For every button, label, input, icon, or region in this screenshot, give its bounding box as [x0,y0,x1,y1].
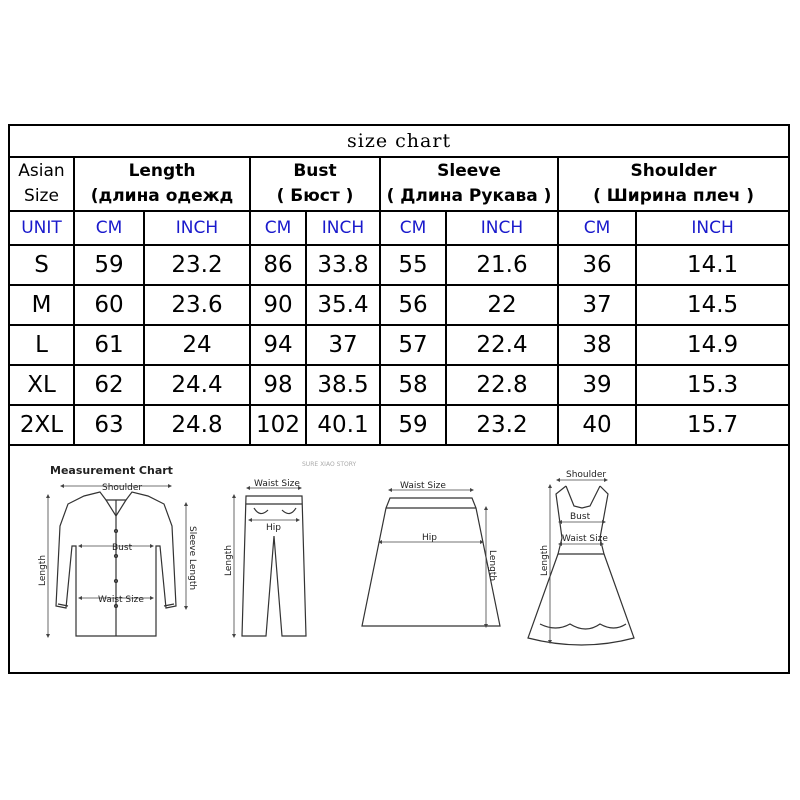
shirt-bust-label: Bust [112,543,133,553]
value-cell: 23.2 [446,405,558,445]
value-cell: 21.6 [446,245,558,285]
value-cell: 55 [380,245,446,285]
value-cell: 98 [250,365,306,405]
skirt-icon [362,498,500,626]
size-table [10,126,788,446]
value-cell: 60 [74,285,144,325]
dress-waist-label: Waist Size [562,534,608,544]
value-cell: 35.4 [306,285,380,325]
value-cell: 39 [558,365,636,405]
length-header-sub: (длина одежд [90,186,234,206]
measurement-chart [10,446,788,672]
table-row [10,245,788,285]
size-cell: M [10,285,74,325]
value-cell: 61 [74,325,144,365]
dress-shoulder-label: Shoulder [566,470,607,480]
shirt-sleeve-label: Sleeve Length [187,526,197,591]
table-row [10,405,788,445]
watermark-text: SURE XIAO STORY [302,461,357,468]
unit-cell: INCH [446,211,558,245]
length-header [74,157,250,211]
value-cell: 15.7 [636,405,788,445]
unit-row [10,211,788,245]
shirt-icon [56,492,176,636]
size-cell: S [10,245,74,285]
value-cell: 37 [306,325,380,365]
value-cell: 23.6 [144,285,250,325]
measurement-chart-title: Measurement Chart [50,464,173,477]
unit-cell: CM [380,211,446,245]
table-row [10,285,788,325]
value-cell: 24.8 [144,405,250,445]
skirt-waist-label: Waist Size [400,481,446,491]
pants-icon [242,496,306,636]
measurement-illustrations [10,446,788,672]
value-cell: 56 [380,285,446,325]
value-cell: 38.5 [306,365,380,405]
unit-cell: INCH [636,211,788,245]
unit-cell: CM [74,211,144,245]
shirt-length-label: Length [38,554,48,586]
value-cell: 33.8 [306,245,380,285]
value-cell: 63 [74,405,144,445]
value-cell: 86 [250,245,306,285]
value-cell: 94 [250,325,306,365]
value-cell: 102 [250,405,306,445]
sleeve-header [380,157,558,211]
asian-size-header [10,157,74,211]
sleeve-header-sub: ( Длина Рукава ) [386,186,552,206]
length-header-name: Length [128,161,196,181]
pants-hip-label: Hip [266,523,281,533]
value-cell: 22.4 [446,325,558,365]
dress-bust-label: Bust [570,512,591,522]
pants-waist-label: Waist Size [254,479,300,489]
value-cell: 90 [250,285,306,325]
asian-label: Asian [18,161,65,181]
bust-header [250,157,380,211]
shoulder-header-sub: ( Ширина плеч ) [593,186,755,206]
size-cell: 2XL [10,405,74,445]
unit-cell: CM [558,211,636,245]
skirt-hip-label: Hip [422,533,437,543]
value-cell: 14.9 [636,325,788,365]
shoulder-header [558,157,788,211]
value-cell: 59 [380,405,446,445]
bust-header-name: Bust [293,161,337,181]
value-cell: 24 [144,325,250,365]
table-title: size chart [10,126,788,157]
value-cell: 57 [380,325,446,365]
dress-length-label: Length [540,544,550,576]
value-cell: 22 [446,285,558,325]
pants-length-label: Length [224,544,234,576]
value-cell: 62 [74,365,144,405]
value-cell: 38 [558,325,636,365]
value-cell: 40 [558,405,636,445]
shoulder-header-name: Shoulder [630,161,717,181]
unit-cell: INCH [306,211,380,245]
size-cell: XL [10,365,74,405]
unit-cell: CM [250,211,306,245]
unit-cell: INCH [144,211,250,245]
value-cell: 14.1 [636,245,788,285]
table-row [10,365,788,405]
size-cell: L [10,325,74,365]
sleeve-header-name: Sleeve [437,161,501,181]
shirt-shoulder-label: Shoulder [102,483,143,493]
value-cell: 24.4 [144,365,250,405]
value-cell: 15.3 [636,365,788,405]
size-chart-sheet [8,124,790,674]
skirt-measure-lines [380,490,486,626]
bust-header-sub: ( Бюст ) [276,186,354,206]
value-cell: 59 [74,245,144,285]
value-cell: 58 [380,365,446,405]
value-cell: 37 [558,285,636,325]
value-cell: 36 [558,245,636,285]
table-row [10,325,788,365]
shirt-waist-label: Waist Size [98,595,144,605]
value-cell: 40.1 [306,405,380,445]
unit-label: UNIT [10,211,74,245]
skirt-length-label: Length [487,550,497,582]
value-cell: 14.5 [636,285,788,325]
dress-measure-lines [550,480,606,642]
value-cell: 22.8 [446,365,558,405]
value-cell: 23.2 [144,245,250,285]
size-label: Size [24,186,59,206]
